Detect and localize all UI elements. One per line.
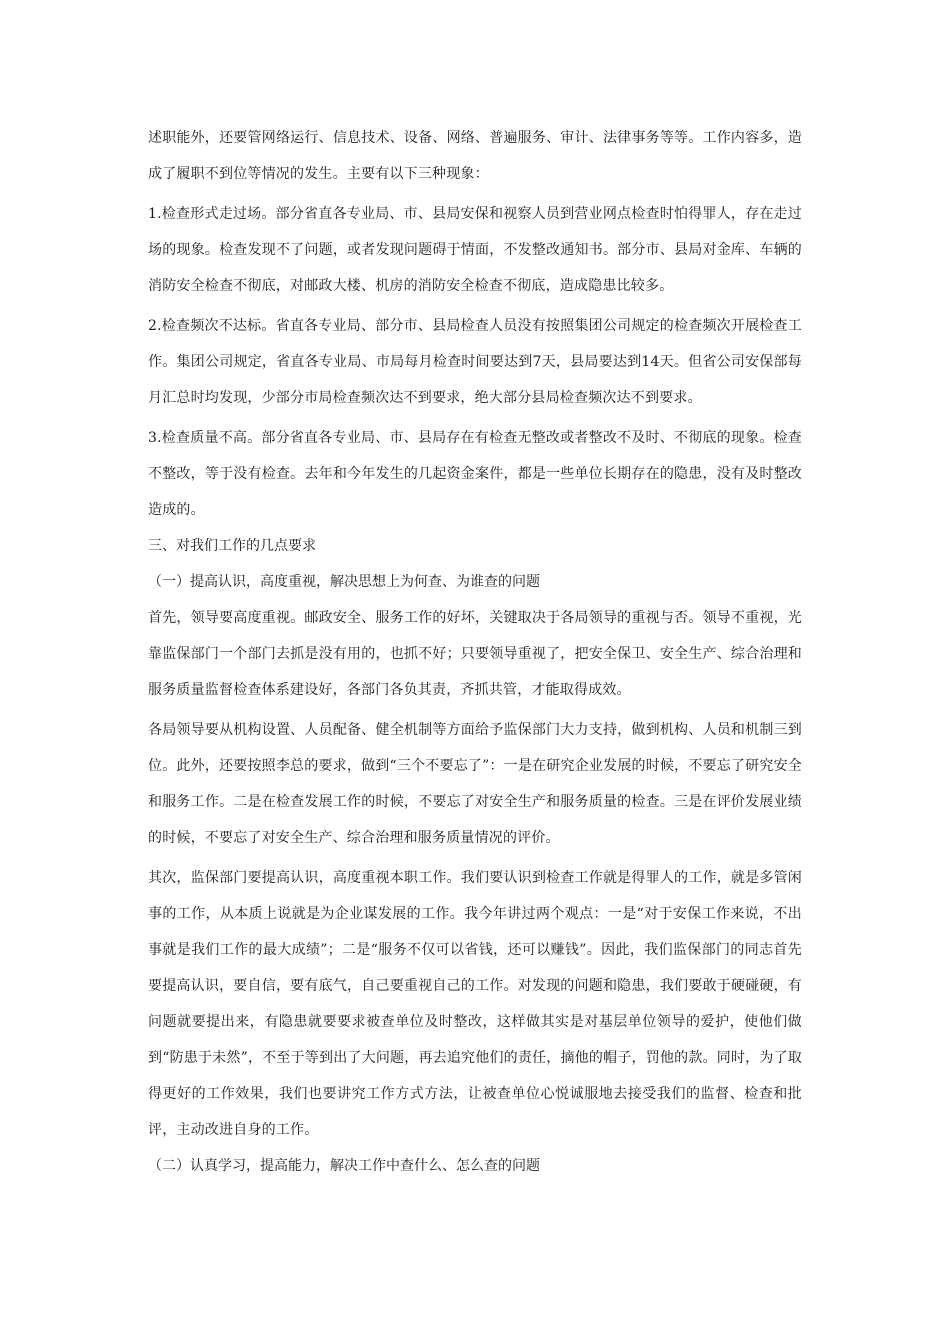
paragraph-support: 各局领导要从机构设置、人员配备、健全机制等方面给予监保部门大力支持，做到机构、人员和机制三到位。此外，还要按照李总的要求，做到“三个不要忘了”：一是在研究企业发展的时候，不要忘了研究安全和服务工作。二是在检查发展工作的时候，不要忘了对安全生产和服务质量的检查。三是在评价发展业绩的时候，不要忘了对安全生产、综合治理和服务质量情况的评价。 [148, 722, 802, 846]
document-page [148, 120, 802, 1184]
paragraph-item-2: 2.检查频次不达标。省直各专业局、部分市、县局检查人员没有按照集团公司规定的检查频次开展检查工作。集团公司规定，省直各专业局、市局每月检查时间要达到7天，县局要达到14天。但省公司安保部每月汇总时均发现，少部分市局检查频次达不到要求，绝大部分县局检查频次达不到要求。 [148, 318, 802, 406]
paragraph-item-3: 3.检查质量不高。部分省直各专业局、市、县局存在有检查无整改或者整改不及时、不彻底的现象。检查不整改，等于没有检查。去年和今年发生的几起资金案件，都是一些单位长期存在的隐患，没有及时整改造成的。 [148, 430, 802, 518]
subsection-heading-2: （二）认真学习，提高能力，解决工作中查什么、怎么查的问题 [148, 1158, 540, 1174]
subsection-heading-1: （一）提高认识，高度重视，解决思想上为何查、为谁查的问题 [148, 574, 540, 590]
paragraph-intro: 述职能外，还要管网络运行、信息技术、设备、网络、普遍服务、审计、法律事务等等。工作内容多，造成了履职不到位等情况的发生。主要有以下三种现象： [148, 130, 802, 182]
paragraph-item-1: 1.检查形式走过场。部分省直各专业局、市、县局安保和视察人员到营业网点检查时怕得罪人，存在走过场的现象。检查发现不了问题，或者发现问题碍于情面，不发整改通知书。部分市、县局对金库、车辆的消防安全检查不彻底，对邮政大楼、机房的消防安全检查不彻底，造成隐患比较多。 [148, 206, 802, 294]
paragraph-awareness: 其次，监保部门要提高认识，高度重视本职工作。我们要认识到检查工作就是得罪人的工作，就是多管闲事的工作，从本质上说就是为企业谋发展的工作。我今年讲过两个观点：一是“对于安保工作来说，不出事就是我们工作的最大成绩”；二是“服务不仅可以省钱，还可以赚钱”。因此，我们监保部门的同志首先要提高认识，要自信，要有底气，自己要重视自己的工作。对发现的问题和隐患，我们要敢于硬碰硬，有问题就要提出来，有隐患就要要求被查单位及时整改，这样做其实是对基层单位领导的爱护，使他们做到“防患于未然”，不至于等到出了大问题，再去追究他们的责任，摘他的帽子，罚他的款。同时，为了取得更好的工作效果，我们也要讲究工作方式方法，让被查单位心悦诚服地去接受我们的监督、检查和批评，主动改进自身的工作。 [148, 870, 802, 1138]
paragraph-leadership: 首先，领导要高度重视。邮政安全、服务工作的好坏，关键取决于各局领导的重视与否。领导不重视，光靠监保部门一个部门去抓是没有用的，也抓不好；只要领导重视了，把安全保卫、安全生产、综合治理和服务质量监督检查体系建设好，各部门各负其责，齐抓共管，才能取得成效。 [148, 610, 802, 698]
section-heading-3: 三、对我们工作的几点要求 [148, 538, 316, 554]
